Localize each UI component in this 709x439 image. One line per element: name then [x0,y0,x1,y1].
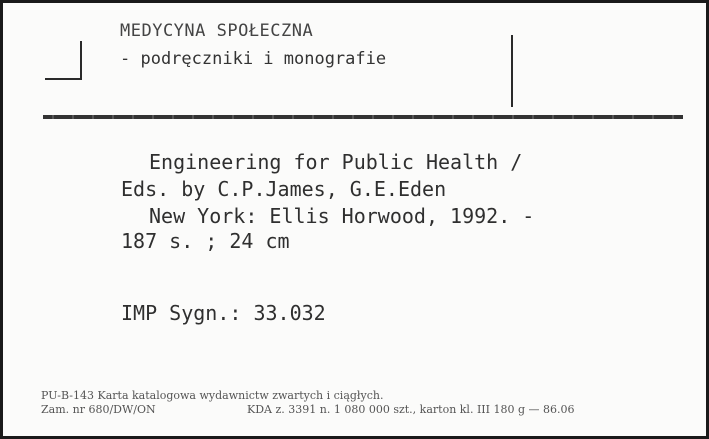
entry-publication: New York: Ellis Horwood, 1992. - [149,204,535,228]
footer-form-line: PU-B-143 Karta katalogowa wydawnictw zwartych i ciągłych. [41,389,384,402]
call-number: IMP Sygn.: 33.032 [121,301,326,325]
entry-title: Engineering for Public Health / [149,150,523,174]
entry-editors: Eds. by C.P.James, G.E.Eden [121,177,447,201]
footer-print-details: KDA z. 3391 n. 1 080 000 szt., karton kl. III 180 g — 86.06 [247,403,575,416]
series-title: MEDYCYNA SPOŁECZNA [120,21,314,41]
header-divider-vertical [511,35,513,107]
series-subtitle: - podręczniki i monografie [120,49,387,69]
footer-print-line [41,403,575,416]
catalog-card [3,3,706,436]
footer-order-number: Zam. nr 680/DW/ON [41,403,156,416]
corner-mark-vertical [80,41,82,79]
header-rule [43,115,683,119]
corner-mark-horizontal [45,78,82,80]
entry-physical-description: 187 s. ; 24 cm [121,229,290,253]
